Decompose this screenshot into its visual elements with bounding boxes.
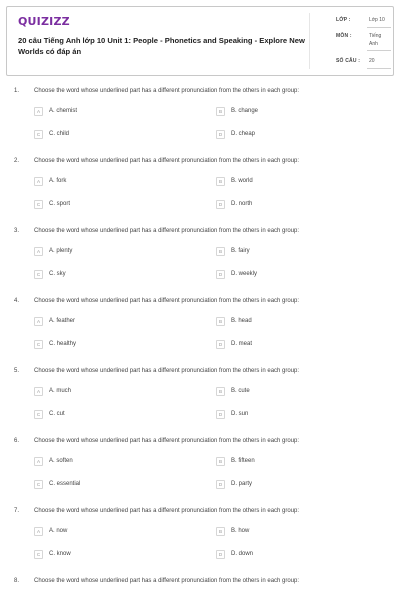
option-letter-box[interactable]: A xyxy=(34,177,43,186)
option-letter-box[interactable]: B xyxy=(216,107,225,116)
option-text: D. sun xyxy=(231,411,249,417)
option-letter-box[interactable]: A xyxy=(34,107,43,116)
grade-value: Lớp 10 xyxy=(369,17,385,23)
option-letter-box[interactable]: A xyxy=(34,527,43,536)
option-text: C. know xyxy=(49,551,71,557)
question-number: 4. xyxy=(14,298,20,304)
question-number: 1. xyxy=(14,88,20,94)
option-text: C. cut xyxy=(49,411,65,417)
option-text: A. plenty xyxy=(49,248,73,254)
option-letter-box[interactable]: B xyxy=(216,527,225,536)
question-text: Choose the word whose underlined part has a different pronunciation from the others in each group: xyxy=(34,578,300,584)
option-text: D. party xyxy=(231,481,253,487)
option-text: A. now xyxy=(49,528,68,534)
option-letter-box[interactable]: D xyxy=(216,200,225,209)
option-text: B. world xyxy=(231,178,253,184)
option-letter-box[interactable]: C xyxy=(34,550,43,559)
question-number: 7. xyxy=(14,508,20,514)
question-text: Choose the word whose underlined part has a different pronunciation from the others in each group: xyxy=(34,298,300,304)
option-text: B. fifteen xyxy=(231,458,255,464)
option-letter-box[interactable]: D xyxy=(216,130,225,139)
quizizz-logo: QUIZIZZ xyxy=(18,15,70,28)
option-letter-box[interactable]: C xyxy=(34,340,43,349)
option-letter-box[interactable]: D xyxy=(216,480,225,489)
question-text: Choose the word whose underlined part has a different pronunciation from the others in each group: xyxy=(34,88,300,94)
option-text: A. much xyxy=(49,388,72,394)
worksheet-title: 20 câu Tiếng Anh lớp 10 Unit 1: People - Phonetics and Speaking - Explore New Worlds có đáp án xyxy=(18,36,305,56)
question-text: Choose the word whose underlined part has a different pronunciation from the others in each group: xyxy=(34,438,300,444)
count-label: SỐ CÂU : xyxy=(336,58,361,64)
question-text: Choose the word whose underlined part has a different pronunciation from the others in each group: xyxy=(34,228,300,234)
question-text: Choose the word whose underlined part has a different pronunciation from the others in each group: xyxy=(34,508,300,514)
grade-underline xyxy=(367,27,391,28)
option-letter-box[interactable]: B xyxy=(216,457,225,466)
option-text: A. soften xyxy=(49,458,73,464)
option-text: B. head xyxy=(231,318,252,324)
option-letter-box[interactable]: A xyxy=(34,317,43,326)
option-text: B. change xyxy=(231,108,259,114)
option-text: A. fork xyxy=(49,178,67,184)
count-underline xyxy=(367,68,391,69)
option-letter-box[interactable]: A xyxy=(34,387,43,396)
question-text: Choose the word whose underlined part has a different pronunciation from the others in each group: xyxy=(34,158,300,164)
option-letter-box[interactable]: A xyxy=(34,247,43,256)
option-letter-box[interactable]: B xyxy=(216,177,225,186)
option-letter-box[interactable]: C xyxy=(34,270,43,279)
option-text: D. north xyxy=(231,201,253,207)
worksheet-header xyxy=(6,6,394,76)
option-text: D. meat xyxy=(231,341,253,347)
option-text: C. sport xyxy=(49,201,71,207)
option-letter-box[interactable]: B xyxy=(216,247,225,256)
question-text: Choose the word whose underlined part has a different pronunciation from the others in each group: xyxy=(34,368,300,374)
option-letter-box[interactable]: B xyxy=(216,317,225,326)
subject-label: MÔN : xyxy=(336,33,352,39)
option-letter-box[interactable]: C xyxy=(34,480,43,489)
option-letter-box[interactable]: B xyxy=(216,387,225,396)
option-text: D. down xyxy=(231,551,254,557)
option-text: C. healthy xyxy=(49,341,77,347)
option-letter-box[interactable]: D xyxy=(216,550,225,559)
option-letter-box[interactable]: D xyxy=(216,270,225,279)
question-number: 2. xyxy=(14,158,20,164)
meta-divider xyxy=(309,13,310,69)
option-letter-box[interactable]: D xyxy=(216,410,225,419)
subject-value-line2: Anh xyxy=(369,41,378,47)
option-letter-box[interactable]: A xyxy=(34,457,43,466)
option-letter-box[interactable]: C xyxy=(34,200,43,209)
question-number: 6. xyxy=(14,438,20,444)
option-text: C. sky xyxy=(49,271,66,277)
option-text: B. how xyxy=(231,528,250,534)
grade-label: LỚP : xyxy=(336,17,351,23)
question-number: 8. xyxy=(14,578,20,584)
option-text: D. cheap xyxy=(231,131,256,137)
option-letter-box[interactable]: D xyxy=(216,340,225,349)
subject-value-line1: Tiếng xyxy=(369,33,382,39)
option-text: C. essential xyxy=(49,481,81,487)
question-number: 3. xyxy=(14,228,20,234)
option-text: B. cute xyxy=(231,388,250,394)
option-text: C. child xyxy=(49,131,70,137)
option-letter-box[interactable]: C xyxy=(34,410,43,419)
option-text: D. weekly xyxy=(231,271,258,277)
subject-underline xyxy=(367,50,391,51)
option-text: A. chemist xyxy=(49,108,78,114)
option-text: A. feather xyxy=(49,318,76,324)
option-text: B. fairy xyxy=(231,248,250,254)
option-letter-box[interactable]: C xyxy=(34,130,43,139)
count-value: 20 xyxy=(369,58,375,64)
question-number: 5. xyxy=(14,368,20,374)
